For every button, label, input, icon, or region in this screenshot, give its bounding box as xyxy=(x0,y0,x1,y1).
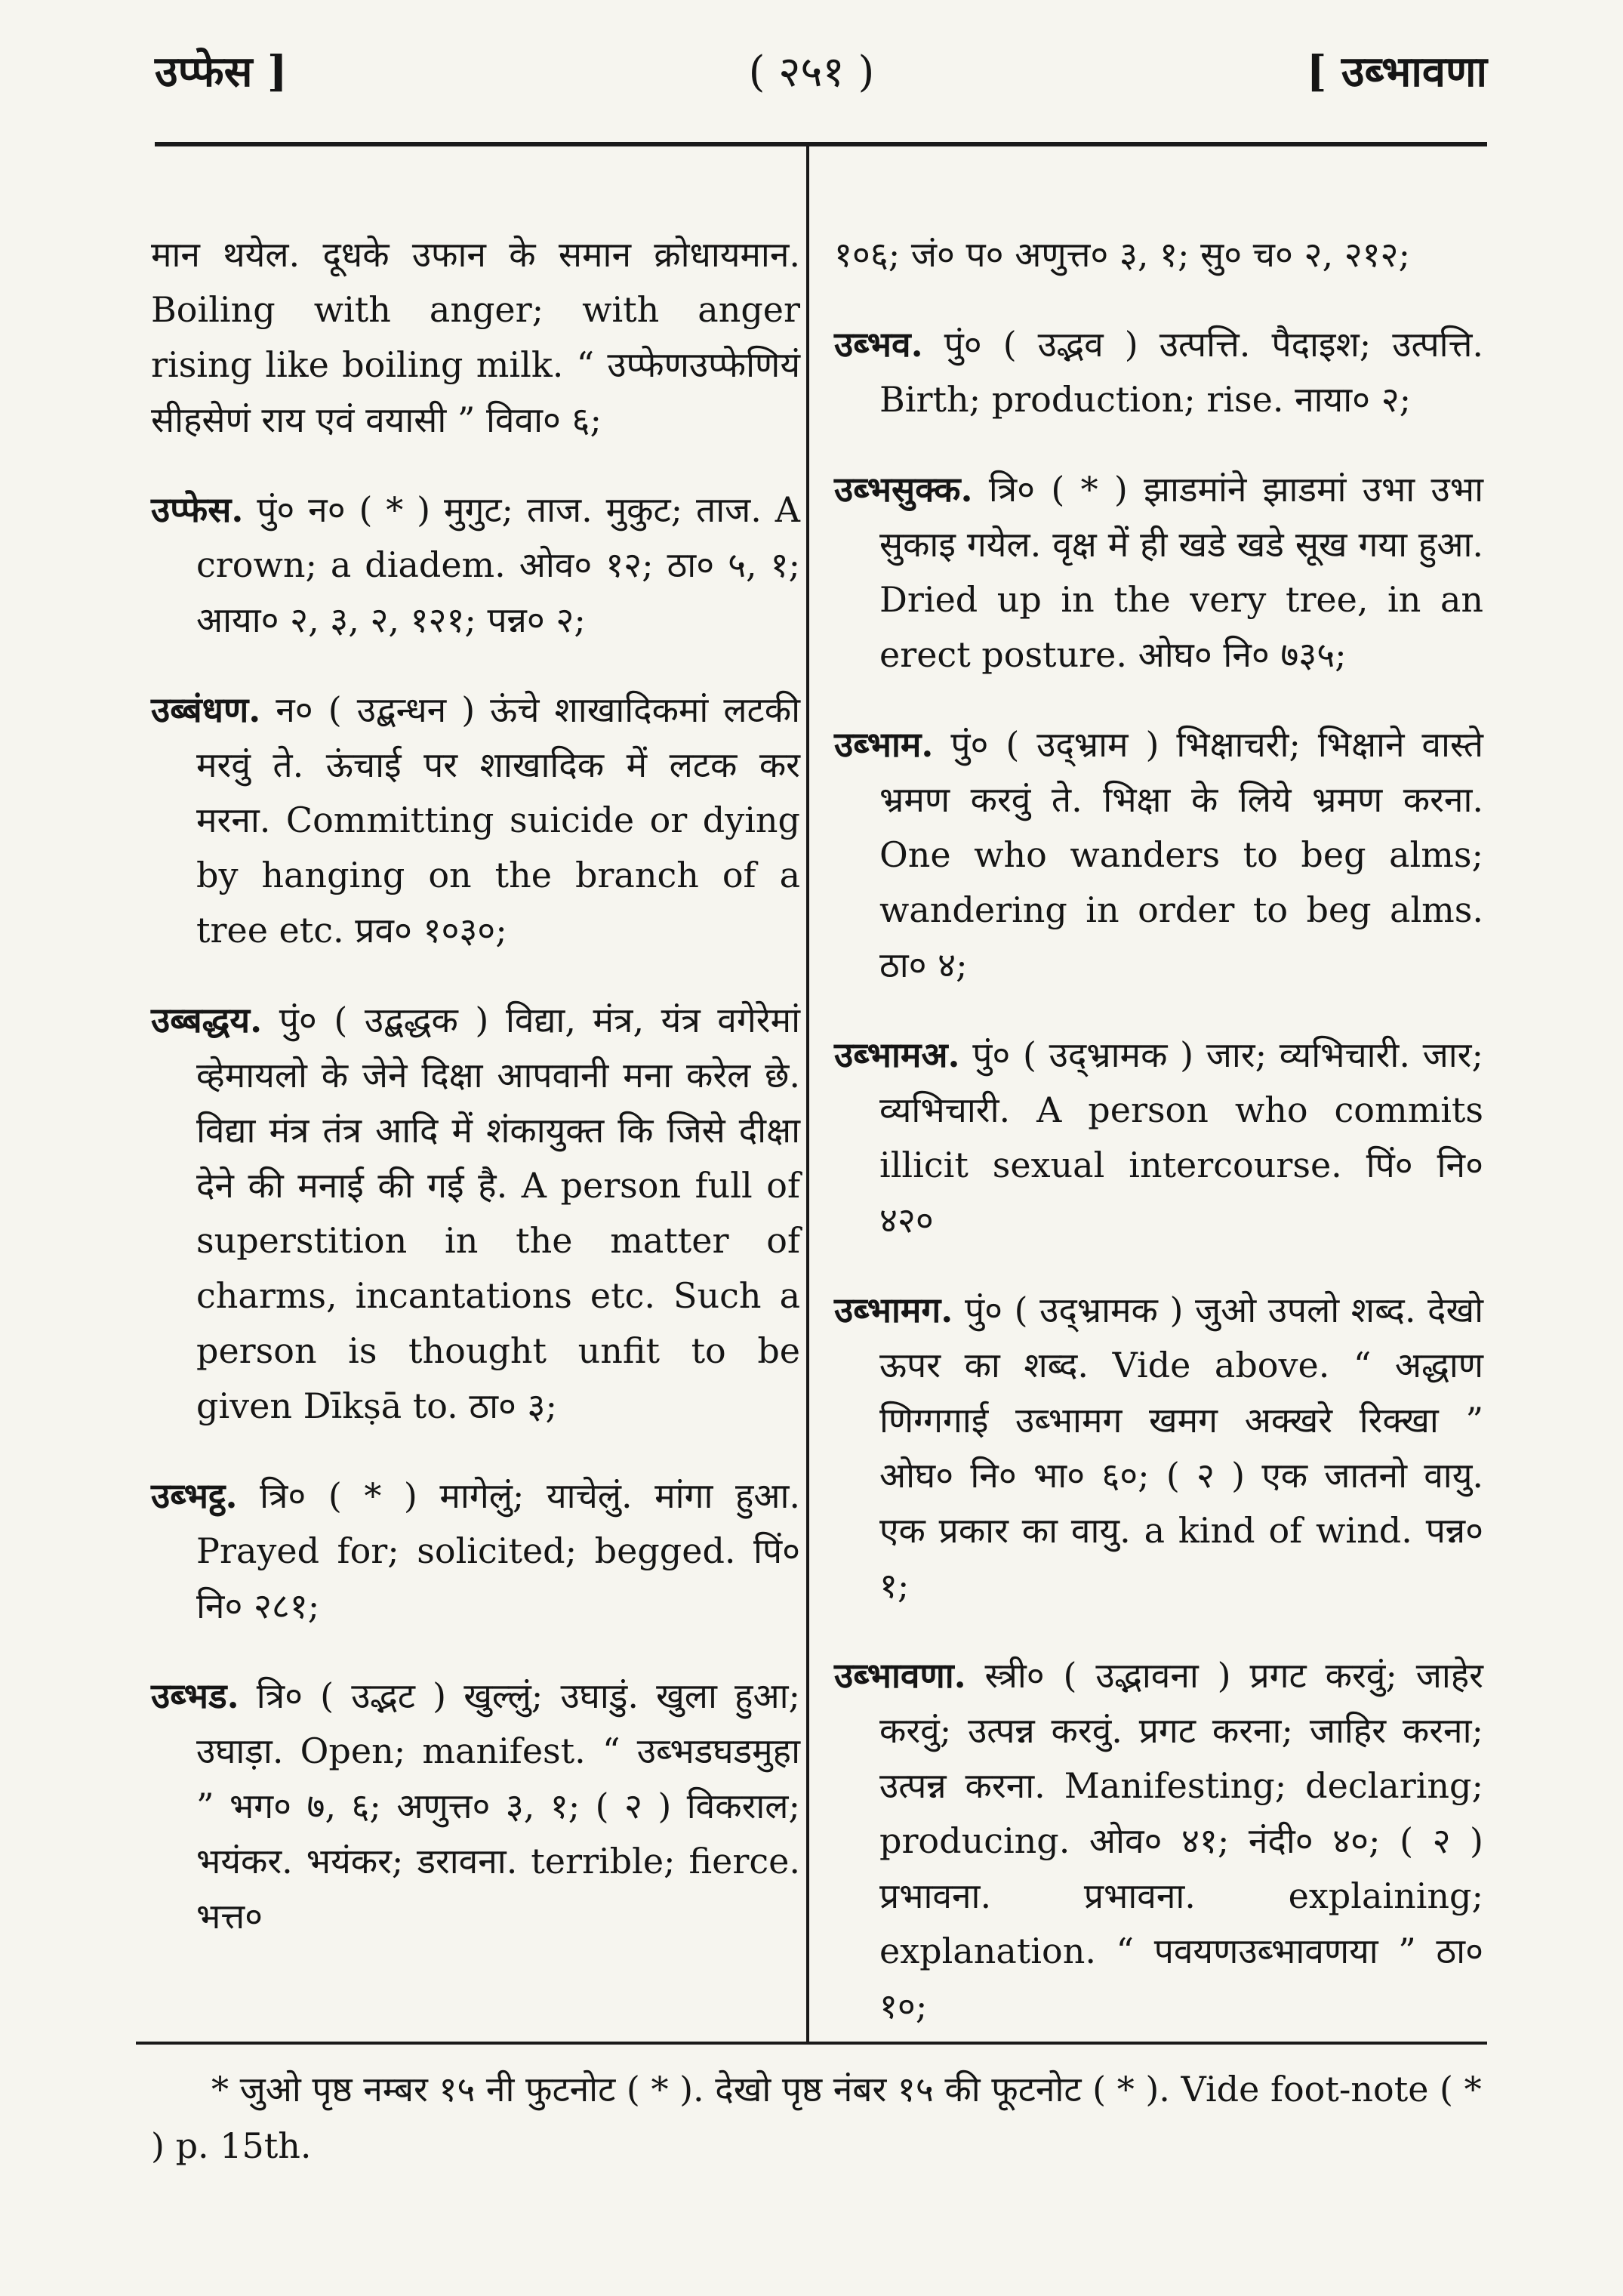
entry-text: पुं० ( उद्भ्रामक ) जार; व्यभिचारी. जार; व्यभिचारी. A person who commits illicit sexual intercourse. पिं० नि० ४२० xyxy=(879,1034,1483,1240)
dictionary-entry xyxy=(834,317,1483,427)
footnote: * जुओ पृष्ठ नम्बर १५ नी फुटनोट ( * ). देखो पृष्ठ नंबर १५ की फूटनोट ( * ). Vide foot-note ( * ) p. 15th. xyxy=(151,2069,1482,2166)
dictionary-entry xyxy=(151,1469,800,1634)
entry-headword: उब्भामग. xyxy=(834,1290,953,1330)
column-divider xyxy=(806,146,809,2042)
entry-headword: उब्भसुक्क. xyxy=(834,469,973,510)
entry-headword: उप्फेस. xyxy=(151,489,244,530)
dictionary-entry xyxy=(834,462,1483,683)
dictionary-entry xyxy=(834,1283,1483,1613)
dictionary-entry xyxy=(151,482,800,648)
dictionary-entry xyxy=(834,1648,1483,2034)
entry-text: त्रि० ( उद्भट ) खुल्लुं; उघाडुं. खुला हुआ; उघाड़ा. Open; manifest. “ उब्भडघडमुहा ” भग० ७, ६; अणुत्त० ३, १; ( २ ) विकराल; भयंकर. भयंकर; डरावना. terrible; fierce. भत्त० xyxy=(196,1675,800,1937)
entry-continuation xyxy=(834,227,1483,282)
entry-headword: उब्भट्ठ. xyxy=(151,1475,238,1516)
entry-headword: उब्भव. xyxy=(834,324,923,365)
running-head-left: उप्फेस ] xyxy=(155,47,288,97)
header-rule xyxy=(155,142,1487,146)
entry-text: पुं० ( उद्भव ) उत्पत्ति. पैदाइश; उत्पत्ति. Birth; production; rise. नाया० २; xyxy=(879,324,1484,420)
entry-headword: उब्बद्धय. xyxy=(151,1000,263,1040)
entry-headword: उब्भाम. xyxy=(834,724,934,765)
dictionary-entry xyxy=(834,1028,1483,1248)
dictionary-entry xyxy=(151,683,800,958)
dictionary-entry xyxy=(834,717,1483,993)
entry-text: त्रि० ( * ) मागेलुं; याचेलुं. मांगा हुआ. Prayed for; solicited; begged. पिं० नि० २८१; xyxy=(196,1475,801,1626)
entry-text: मान थयेल. दूधके उफान के समान क्रोधायमान. Boiling with anger; with anger rising like boiling milk. “ उप्फेणउप्फेणियं सीहसेणं राय एवं वयासी ” विवा० ६; xyxy=(151,234,800,440)
entry-text: पुं० न० ( * ) मुगुट; ताज. मुकुट; ताज. A crown; a diadem. ओव० १२; ठा० ५, १; आया० २, ३, २, १२१; पन्न० २; xyxy=(196,489,801,640)
entry-text: पुं० ( उद्भ्रामक ) जुओ उपलो शब्द. देखो ऊपर का शब्द. Vide above. “ अद्धाण णिग्गगाई उब्भामग खमग अक्खरे रिक्खा ” ओघ० नि० भा० ६०; ( २ ) एक जातनो वायु. एक प्रकार का वायु. a kind of wind. पन्न० १; xyxy=(879,1290,1484,1606)
entry-headword: उब्भामअ. xyxy=(834,1034,960,1075)
entry-headword: उब्भड. xyxy=(151,1675,239,1716)
entry-text: त्रि० ( * ) झाडमांने झाडमां उभा उभा सुकाइ गयेल. वृक्ष में ही खडे खडे सूख गया हुआ. Dried up in the very tree, in an erect posture. ओघ० नि० ७३५; xyxy=(879,469,1483,675)
dictionary-entry xyxy=(151,993,800,1434)
left-column xyxy=(151,193,800,1950)
running-head-right: [ उब्भावणा xyxy=(1306,47,1487,97)
entry-text: स्त्री० ( उद्भावना ) प्रगट करवुं; जाहेर करवुं; उत्पन्न करवुं. प्रगट करना; जाहिर करना; उत्पन्न करना. Manifesting; declaring; producing. ओव० ४१; नंदी० ४०; ( २ ) प्रभावना. प्रभावना. explaining; explanation. “ पवयणउब्भावणया ” ठा० १०; xyxy=(879,1655,1483,2026)
entry-headword: उब्बंधण. xyxy=(151,689,261,730)
entry-text: न० ( उद्बन्धन ) ऊंचे शाखादिकमां लटकी मरवुं ते. ऊंचाई पर शाखादिक में लटक कर मरना. Committing suicide or dying by hanging on the branch of a tree etc. प्रव० १०३०; xyxy=(196,689,800,951)
dictionary-entry xyxy=(151,1669,800,1944)
entry-headword: उब्भावणा. xyxy=(834,1655,966,1696)
entry-text: पुं० ( उद्भ्राम ) भिक्षाचरी; भिक्षाने वास्ते भ्रमण करवुं ते. भिक्षा के लिये भ्रमण करना. One who wanders to beg alms; wandering in order to beg alms. ठा० ४; xyxy=(879,724,1484,985)
right-column xyxy=(834,193,1483,2040)
entry-text: पुं० ( उद्बद्धक ) विद्या, मंत्र, यंत्र वगेरेमां व्हेमायलो के जेने दिक्षा आपवानी मना करेल छे. विद्या मंत्र तंत्र आदि में शंकायुक्त कि जिसे दीक्षा देने की मनाई की गई है. A person full of superstition in the matter of charms, incantations etc. Such a person is thought unfit to be given Dīkṣā to. ठा० ३; xyxy=(196,1000,801,1426)
footnote-rule xyxy=(136,2042,1487,2045)
entry-text: १०६; जं० प० अणुत्त० ३, १; सु० च० २, २१२; xyxy=(834,234,1410,275)
entry-continuation xyxy=(151,227,800,448)
page-number: ( २५१ ) xyxy=(748,48,875,97)
